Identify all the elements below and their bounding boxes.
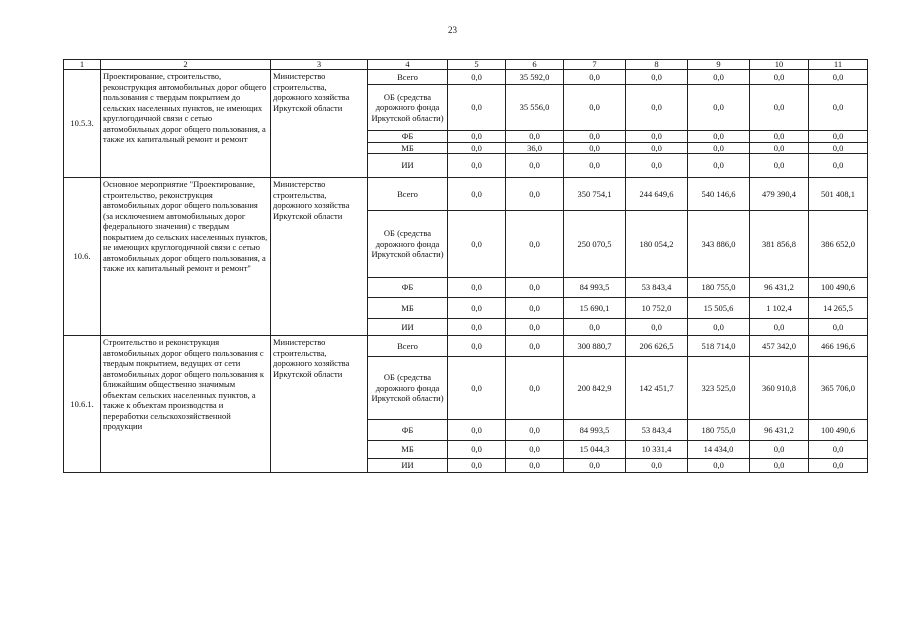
value-cell: 386 652,0 [809, 211, 868, 278]
value-cell: 10 752,0 [626, 298, 688, 319]
value-cell: 0,0 [506, 154, 564, 178]
value-cell: 0,0 [626, 131, 688, 143]
value-cell: 0,0 [750, 131, 809, 143]
value-cell: 0,0 [626, 319, 688, 336]
column-header-6: 6 [506, 60, 564, 70]
column-header-2: 2 [101, 60, 271, 70]
value-cell: 0,0 [688, 319, 750, 336]
value-cell: 15 044,3 [564, 441, 626, 459]
value-cell: 142 451,7 [626, 357, 688, 420]
funding-source: ФБ [368, 278, 448, 298]
value-cell: 1 102,4 [750, 298, 809, 319]
measure-executor: Министерство строительства, дорожного хозяйства Иркутской области [271, 70, 368, 178]
measure-code: 10.6. [64, 178, 101, 336]
column-header-11: 11 [809, 60, 868, 70]
value-cell: 0,0 [688, 142, 750, 154]
value-cell: 0,0 [688, 131, 750, 143]
value-cell: 381 856,8 [750, 211, 809, 278]
value-cell: 0,0 [448, 278, 506, 298]
value-cell: 0,0 [448, 131, 506, 143]
value-cell: 0,0 [448, 142, 506, 154]
column-header-10: 10 [750, 60, 809, 70]
value-cell: 96 431,2 [750, 420, 809, 441]
value-cell: 0,0 [809, 131, 868, 143]
value-cell: 14 434,0 [688, 441, 750, 459]
funding-source: Всего [368, 336, 448, 357]
value-cell: 0,0 [448, 211, 506, 278]
value-cell: 84 993,5 [564, 420, 626, 441]
funding-table [63, 59, 868, 473]
table-row [64, 70, 868, 85]
value-cell: 0,0 [809, 441, 868, 459]
value-cell: 0,0 [626, 154, 688, 178]
value-cell: 501 408,1 [809, 178, 868, 211]
value-cell: 0,0 [564, 131, 626, 143]
value-cell: 0,0 [688, 154, 750, 178]
column-header-8: 8 [626, 60, 688, 70]
funding-source: ОБ (средства дорожного фонда Иркутской области) [368, 211, 448, 278]
value-cell: 180 755,0 [688, 278, 750, 298]
value-cell: 540 146,6 [688, 178, 750, 211]
value-cell: 0,0 [564, 70, 626, 85]
value-cell: 0,0 [448, 357, 506, 420]
value-cell: 466 196,6 [809, 336, 868, 357]
value-cell: 0,0 [809, 459, 868, 473]
value-cell: 14 265,5 [809, 298, 868, 319]
value-cell: 0,0 [750, 154, 809, 178]
value-cell: 0,0 [750, 70, 809, 85]
value-cell: 0,0 [448, 336, 506, 357]
value-cell: 0,0 [506, 459, 564, 473]
value-cell: 0,0 [626, 85, 688, 131]
value-cell: 35 556,0 [506, 85, 564, 131]
funding-source: ФБ [368, 420, 448, 441]
value-cell: 84 993,5 [564, 278, 626, 298]
measure-executor: Министерство строительства, дорожного хозяйства Иркутской области [271, 178, 368, 336]
funding-source: МБ [368, 441, 448, 459]
column-header-3: 3 [271, 60, 368, 70]
value-cell: 0,0 [448, 441, 506, 459]
value-cell: 0,0 [564, 154, 626, 178]
value-cell: 0,0 [809, 154, 868, 178]
value-cell: 180 054,2 [626, 211, 688, 278]
value-cell: 0,0 [750, 441, 809, 459]
value-cell: 457 342,0 [750, 336, 809, 357]
value-cell: 0,0 [506, 131, 564, 143]
value-cell: 250 070,5 [564, 211, 626, 278]
value-cell: 0,0 [809, 319, 868, 336]
measure-code: 10.6.1. [64, 336, 101, 473]
funding-source: ИИ [368, 459, 448, 473]
table-row [64, 178, 868, 211]
value-cell: 200 842,9 [564, 357, 626, 420]
value-cell: 0,0 [688, 70, 750, 85]
value-cell: 10 331,4 [626, 441, 688, 459]
table-row [64, 336, 868, 357]
funding-source: ОБ (средства дорожного фонда Иркутской области) [368, 85, 448, 131]
funding-source: ИИ [368, 319, 448, 336]
column-header-7: 7 [564, 60, 626, 70]
value-cell: 0,0 [448, 154, 506, 178]
value-cell: 0,0 [506, 336, 564, 357]
measure-executor: Министерство строительства, дорожного хозяйства Иркутской области [271, 336, 368, 473]
funding-source: ФБ [368, 131, 448, 143]
column-header-1: 1 [64, 60, 101, 70]
value-cell: 0,0 [809, 85, 868, 131]
measure-code: 10.5.3. [64, 70, 101, 178]
value-cell: 0,0 [564, 142, 626, 154]
value-cell: 0,0 [506, 319, 564, 336]
funding-source: МБ [368, 298, 448, 319]
value-cell: 53 843,4 [626, 420, 688, 441]
value-cell: 365 706,0 [809, 357, 868, 420]
measure-description: Строительство и реконструкция автомобильных дорог общего пользования с твердым покрытием, ведущих от сети автомобильных дорог общего пользования к ближайшим общественно значимым объектам сельских населенных пунктов, а также к объектам производства и переработки сельскохозяйственной продукции [101, 336, 271, 473]
value-cell: 96 431,2 [750, 278, 809, 298]
value-cell: 15 690,1 [564, 298, 626, 319]
value-cell: 0,0 [448, 178, 506, 211]
value-cell: 0,0 [809, 142, 868, 154]
value-cell: 343 886,0 [688, 211, 750, 278]
value-cell: 0,0 [626, 142, 688, 154]
value-cell: 0,0 [448, 85, 506, 131]
funding-source: Всего [368, 70, 448, 85]
measure-description: Проектирование, строительство, реконструкция автомобильных дорог общего пользования с твердым покрытием до сельских населенных пунктов, не имеющих круглогодичной связи с сетью автомобильных дорог общего пользования, а также их капитальный ремонт и ремонт [101, 70, 271, 178]
value-cell: 350 754,1 [564, 178, 626, 211]
value-cell: 0,0 [564, 459, 626, 473]
column-header-4: 4 [368, 60, 448, 70]
value-cell: 0,0 [448, 420, 506, 441]
value-cell: 0,0 [750, 142, 809, 154]
value-cell: 0,0 [626, 459, 688, 473]
value-cell: 244 649,6 [626, 178, 688, 211]
column-header-5: 5 [448, 60, 506, 70]
value-cell: 0,0 [506, 298, 564, 319]
value-cell: 0,0 [750, 459, 809, 473]
value-cell: 0,0 [448, 298, 506, 319]
value-cell: 0,0 [506, 278, 564, 298]
value-cell: 0,0 [809, 70, 868, 85]
column-header-9: 9 [688, 60, 750, 70]
value-cell: 0,0 [626, 70, 688, 85]
value-cell: 0,0 [506, 441, 564, 459]
value-cell: 36,0 [506, 142, 564, 154]
value-cell: 300 880,7 [564, 336, 626, 357]
value-cell: 0,0 [750, 85, 809, 131]
funding-source: Всего [368, 178, 448, 211]
value-cell: 0,0 [448, 319, 506, 336]
value-cell: 518 714,0 [688, 336, 750, 357]
value-cell: 0,0 [688, 85, 750, 131]
value-cell: 206 626,5 [626, 336, 688, 357]
value-cell: 0,0 [750, 319, 809, 336]
measure-description: Основное мероприятие "Проектирование, строительство, реконструкция автомобильных дорог общего пользования (за исключением автомобильных дорог федерального значения) с твердым покрытием до сельских населенных пунктов, не имеющих круглогодичной связи с сетью автомобильных дорог общего пользования, а также их капитальный ремонт и ремонт" [101, 178, 271, 336]
funding-source: ОБ (средства дорожного фонда Иркутской области) [368, 357, 448, 420]
value-cell: 0,0 [506, 357, 564, 420]
funding-source: ИИ [368, 154, 448, 178]
value-cell: 360 910,8 [750, 357, 809, 420]
header-row [64, 60, 868, 70]
value-cell: 0,0 [448, 459, 506, 473]
value-cell: 180 755,0 [688, 420, 750, 441]
value-cell: 0,0 [506, 178, 564, 211]
value-cell: 0,0 [564, 85, 626, 131]
page-number: 23 [448, 25, 457, 35]
value-cell: 0,0 [448, 70, 506, 85]
value-cell: 53 843,4 [626, 278, 688, 298]
value-cell: 479 390,4 [750, 178, 809, 211]
value-cell: 100 490,6 [809, 420, 868, 441]
value-cell: 0,0 [506, 211, 564, 278]
funding-source: МБ [368, 142, 448, 154]
value-cell: 100 490,6 [809, 278, 868, 298]
value-cell: 0,0 [506, 420, 564, 441]
value-cell: 15 505,6 [688, 298, 750, 319]
value-cell: 323 525,0 [688, 357, 750, 420]
value-cell: 35 592,0 [506, 70, 564, 85]
value-cell: 0,0 [688, 459, 750, 473]
value-cell: 0,0 [564, 319, 626, 336]
